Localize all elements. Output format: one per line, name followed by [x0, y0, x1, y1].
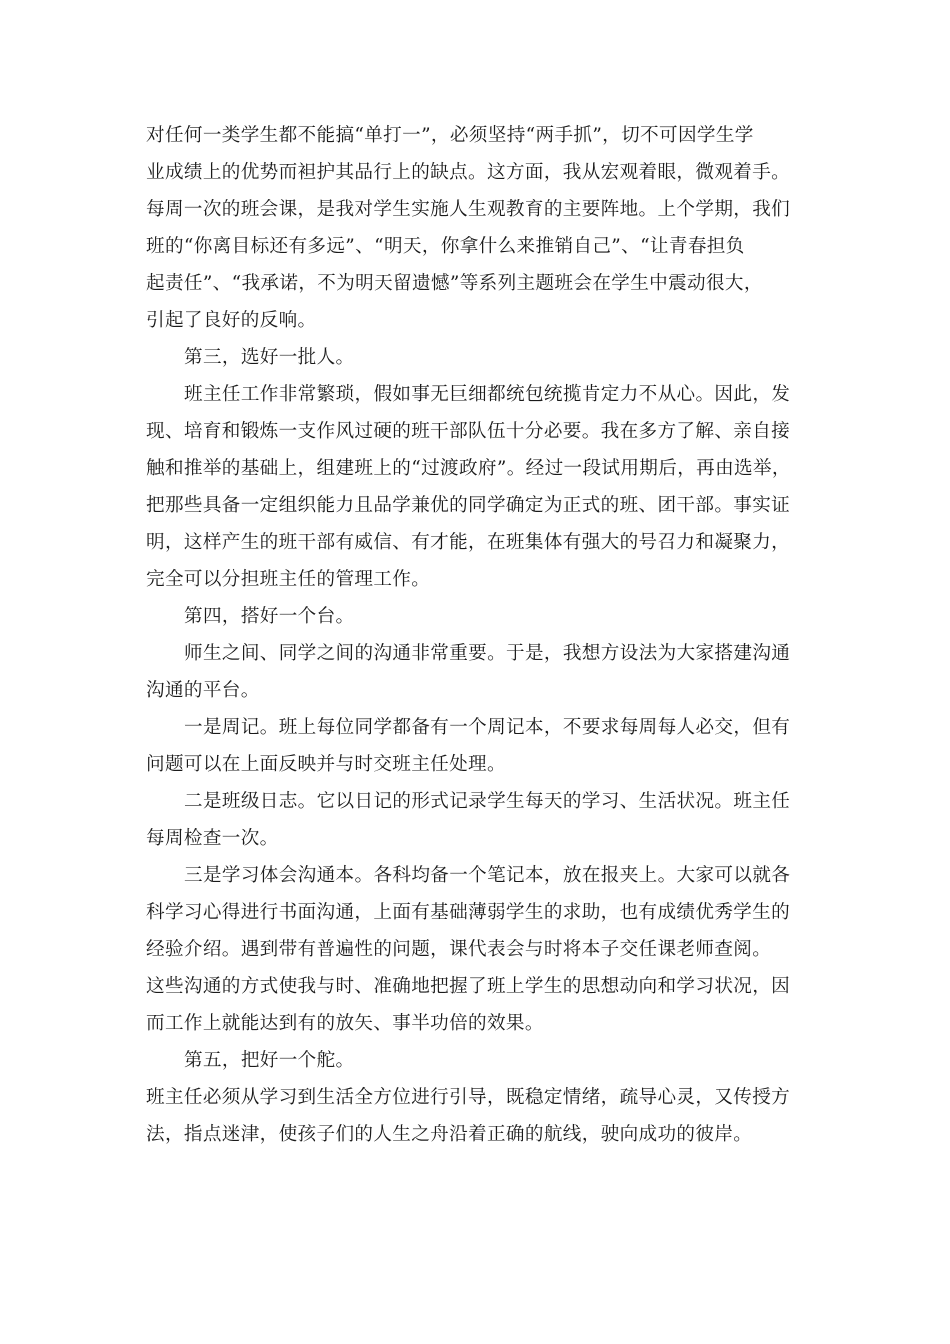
paragraph-line: 而工作上就能达到有的放矢、事半功倍的效果。	[146, 1013, 544, 1034]
paragraph-line: 触和推举的基础上，组建班上的“过渡政府”。经过一段试用期后，再由选举，	[146, 458, 791, 479]
section-heading: 第三，选好一批人。	[184, 347, 355, 368]
section-heading: 第四，搭好一个台。	[184, 606, 355, 627]
paragraph-line: 问题可以在上面反映并与时交班主任处理。	[146, 754, 506, 775]
paragraph-line: 引起了良好的反响。	[146, 310, 317, 331]
paragraph-line: 完全可以分担班主任的管理工作。	[146, 569, 431, 590]
paragraph-line: 一是周记。班上每位同学都备有一个周记本，不要求每周每人必交，但有	[184, 717, 791, 738]
paragraph-line: 把那些具备一定组织能力且品学兼优的同学确定为正式的班、团干部。事实证	[146, 495, 791, 516]
paragraph-line: 这些沟通的方式使我与时、准确地把握了班上学生的思想动向和学习状况，因	[146, 976, 791, 997]
paragraph-line: 师生之间、同学之间的沟通非常重要。于是，我想方设法为大家搭建沟通	[184, 643, 791, 664]
paragraph-line: 业成绩上的优势而袒护其品行上的缺点。这方面，我从宏观着眼，微观着手。	[146, 162, 791, 183]
paragraph-line: 起责任”、“我承诺，不为明天留遗憾”等系列主题班会在学生中震动很大，	[146, 273, 763, 294]
paragraph-line: 明，这样产生的班干部有威信、有才能，在班集体有强大的号召力和凝聚力，	[146, 532, 791, 553]
paragraph-line: 现、培育和锻炼一支作风过硬的班干部队伍十分必要。我在多方了解、亲自接	[146, 421, 791, 442]
paragraph-line: 对任何一类学生都不能搞“单打一”，必须坚持“两手抓”，切不可因学生学	[146, 125, 754, 146]
section-heading: 第五，把好一个舵。	[184, 1050, 355, 1071]
paragraph-line: 每周一次的班会课，是我对学生实施人生观教育的主要阵地。上个学期，我们	[146, 199, 791, 220]
paragraph-line: 班主任必须从学习到生活全方位进行引导，既稳定情绪，疏导心灵，又传授方	[146, 1087, 791, 1108]
paragraph-line: 每周检查一次。	[146, 828, 279, 849]
paragraph-line: 三是学习体会沟通本。各科均备一个笔记本，放在报夹上。大家可以就各	[184, 865, 791, 886]
paragraph-line: 沟通的平台。	[146, 680, 260, 701]
paragraph-line: 法，指点迷津，使孩子们的人生之舟沿着正确的航线，驶向成功的彼岸。	[146, 1124, 753, 1145]
paragraph-line: 经验介绍。遇到带有普遍性的问题，课代表会与时将本子交任课老师查阅。	[146, 939, 772, 960]
paragraph-line: 班的“你离目标还有多远”、“明天，你拿什么来推销自己”、“让青春担负	[146, 236, 745, 257]
paragraph-line: 班主任工作非常繁琐，假如事无巨细都统包统揽肯定力不从心。因此，发	[184, 384, 791, 405]
paragraph-line: 二是班级日志。它以日记的形式记录学生每天的学习、生活状况。班主任	[184, 791, 791, 812]
paragraph-line: 科学习心得进行书面沟通，上面有基础薄弱学生的求助，也有成绩优秀学生的	[146, 902, 791, 923]
